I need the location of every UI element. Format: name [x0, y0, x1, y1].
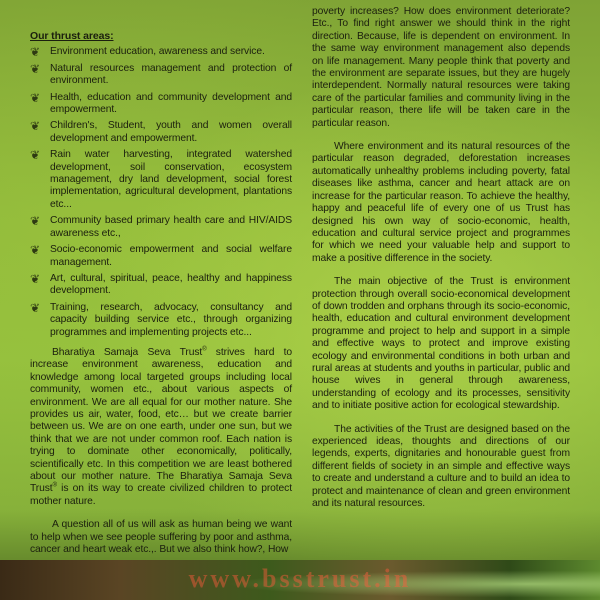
leaf-bullet-icon: ❦ [30, 119, 40, 134]
leaf-bullet-icon: ❦ [30, 243, 40, 258]
leaf-bullet-icon: ❦ [30, 90, 40, 105]
registered-mark: ® [52, 482, 57, 489]
degradation-paragraph: Where environment and its natural resources of the particular reason degraded, deforestation increases automatically unhealthy problems including poverty, fatal diseases like asthma, cancer and heart attack are on increase for the particular reason. To achieve the healthy, happy and peaceful life of every one of us Trust has designed his own way of socio-economic, health, education and cultural service project and programmes for which we need your valuable help and support to make a positive difference in the society. [312, 141, 570, 264]
thrust-areas-list [30, 46, 292, 339]
thrust-area-item: ❦ Training, research, advocacy, consultancy and capacity building service etc., through organizing programmes and implementing projects etc... [30, 300, 292, 338]
left-column [30, 30, 292, 567]
footer-banner [0, 560, 600, 600]
activities-paragraph: The activities of the Trust are designed based on the experienced ideas, thoughts and directions of our legends, experts, dignitaries and honourable guest from different fields of society in an simple and effective ways to create and understand a culture and to build an idea to protect and maintenance of clean and green environment and its natural resources. [312, 423, 570, 510]
thrust-area-item: ❦ Socio-economic empowerment and social welfare management. [30, 243, 292, 268]
thrust-area-item: ❦ Health, education and community development and empowerment. [30, 90, 292, 116]
intro-paragraph: Bharatiya Samaja Seva Trust® strives hard to increase environment awareness, education and knowledge among local targeted groups including local community, women etc., about various aspects of environment. We are all equal for our mother nature. She provides us air, water, food, etc… but we create barrier between us. We are on one earth, under one sun, but we think that we are not under common roof. Each nation is trying to dominate other economically, politically, scientifically etc. In this competition we are least bothered about our mother nature. The Bharatiya Samaja Seva Trust® is on its way to create civilized children to protect mother nature. [30, 346, 292, 507]
leaf-bullet-icon: ❦ [30, 61, 40, 76]
question-paragraph: A question all of us will ask as human being we want to help when we see people suffering by poor and asthma, cancer and heart weak etc.,. But we also think how?, How [30, 519, 292, 556]
thrust-area-item: ❦ Children's, Student, youth and women overall development and empowerment. [30, 119, 292, 144]
registered-mark: ® [202, 346, 207, 353]
leaf-bullet-icon: ❦ [30, 214, 40, 229]
right-column [312, 6, 570, 521]
thrust-area-item: ❦ Environment education, awareness and service. [30, 45, 265, 60]
leaf-bullet-icon: ❦ [30, 45, 40, 60]
thrust-area-item: ❦ Natural resources management and protection of environment. [30, 61, 292, 87]
leaf-bullet-icon: ❦ [30, 300, 40, 315]
thrust-areas-heading: Our thrust areas: [30, 30, 114, 42]
thrust-area-item: ❦ Rain water harvesting, integrated watershed development, soil conservation, ecosystem management, dry land development, social forest implementation, agricultural development, plantations etc... [30, 148, 292, 210]
objective-paragraph: The main objective of the Trust is environment protection through overall socio-economical development of down trodden and orphans through its socio-economic, health, education and cultural environment development programme and project to help and support in a simple and effective ways to protect and improve existing ecology and environmental conditions in both urban and rural areas at students and youths in particular, public and house wives in general through awareness, understanding of ecology and its processes, sensitivity and to initiate positive action for ecological stewardship. [312, 276, 570, 412]
poverty-paragraph: poverty increases? How does environment deteriorate? Etc., To find right answer we should think in the right direction. Because, life is dependent on environment. In the same way environment management also depends on life management. Many people think that poverty and the environment are separate issues, but they are hugely interdependent. Normally natural resources were taking care of the particular families and community living in the particular reason, there life will be taken care in the particular reason. [312, 6, 570, 129]
leaf-bullet-icon: ❦ [30, 271, 40, 286]
leaf-bullet-icon: ❦ [30, 148, 40, 163]
website-watermark: www.bsstrust.in [188, 564, 412, 593]
thrust-area-item: ❦ Community based primary health care and HIV/AIDS awareness etc., [30, 214, 292, 239]
thrust-area-item: ❦ Art, cultural, spiritual, peace, healthy and happiness development. [30, 271, 292, 297]
